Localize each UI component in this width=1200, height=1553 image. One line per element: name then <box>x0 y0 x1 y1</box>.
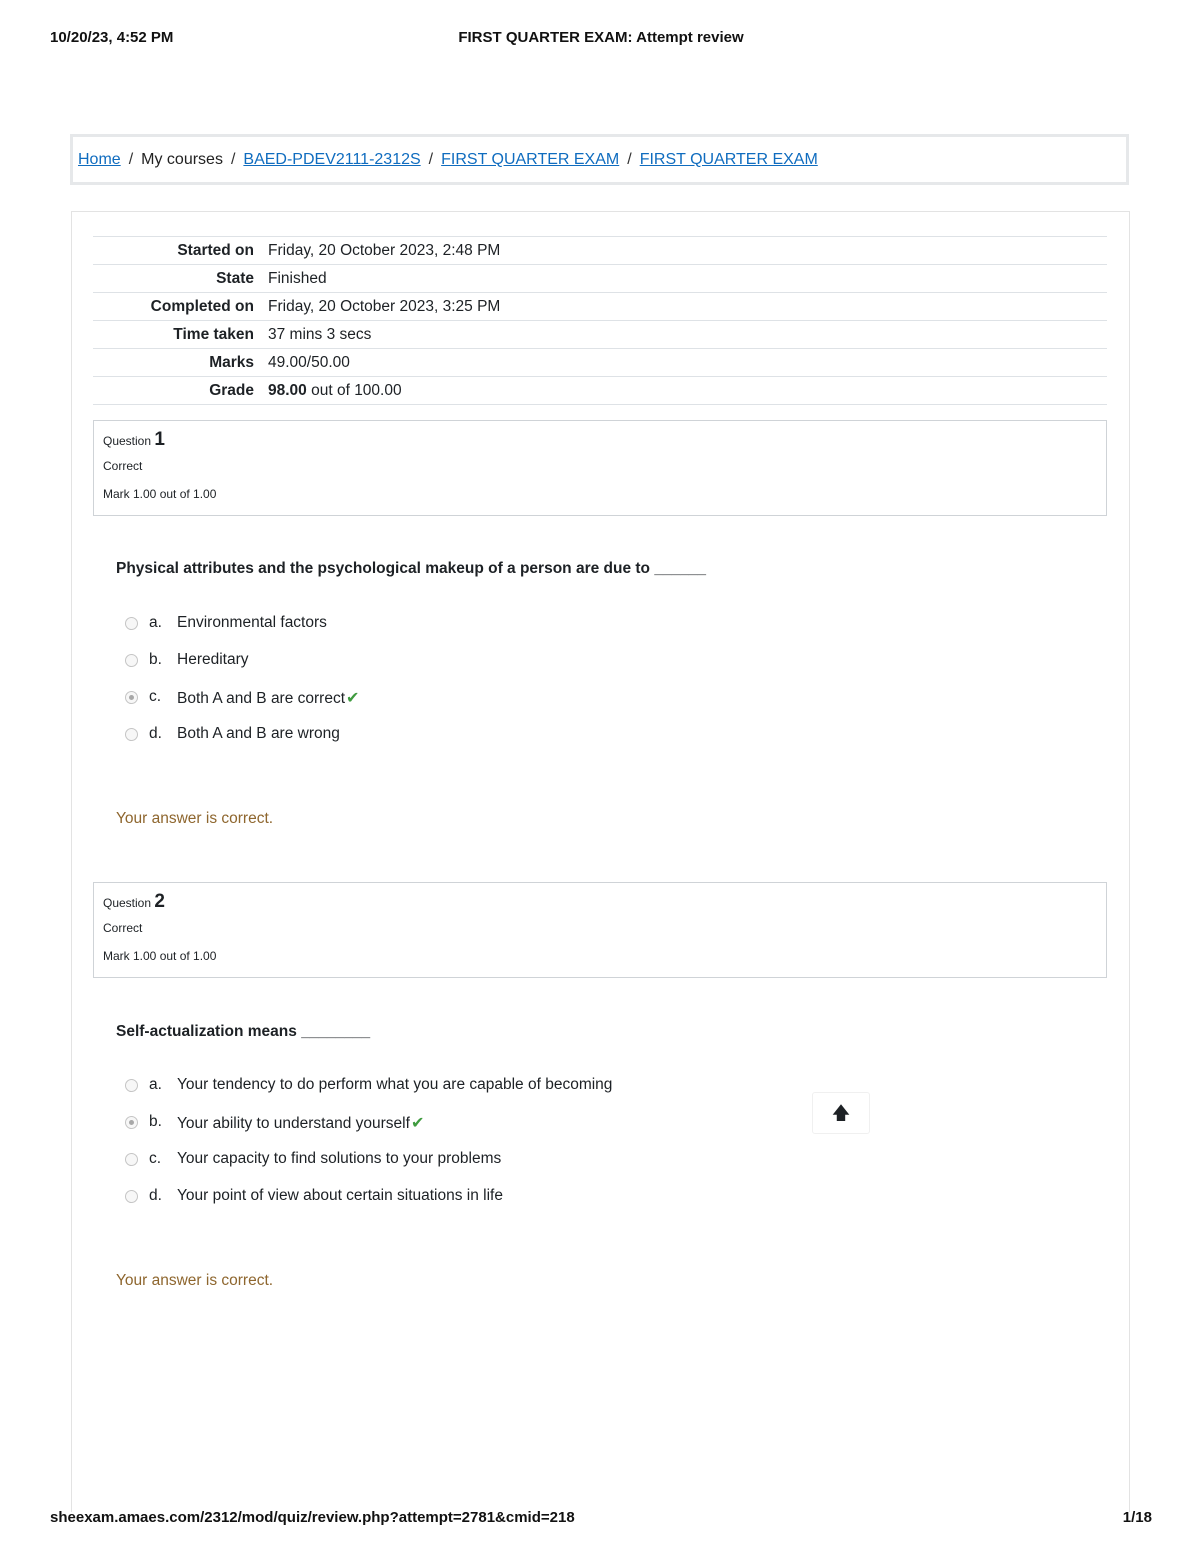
option-letter: a. <box>149 614 162 631</box>
option-letter: b. <box>149 651 162 668</box>
correct-tick-icon: ✔ <box>346 690 360 707</box>
question-info-box <box>93 882 1107 978</box>
radio-button-checked[interactable] <box>125 691 138 704</box>
arrow-up-icon: 🡅 <box>831 1103 851 1123</box>
breadcrumb-home-link[interactable]: Home <box>78 151 121 168</box>
question-feedback: Your answer is correct. <box>116 810 274 827</box>
summary-row-marks <box>93 349 1107 377</box>
breadcrumb <box>73 137 1126 182</box>
breadcrumb-separator: / <box>627 151 632 168</box>
summary-label: Marks <box>209 353 254 371</box>
option-label <box>177 1113 424 1133</box>
option-label: Your capacity to find solutions to your problems <box>177 1150 502 1167</box>
attempt-summary-table <box>93 236 1107 405</box>
grade-out-of: out of 100.00 <box>306 381 402 399</box>
option-letter: d. <box>149 725 162 742</box>
main-region <box>71 211 1130 1512</box>
breadcrumb-separator: / <box>230 151 236 168</box>
summary-value: Friday, 20 October 2023, 3:25 PM <box>268 297 501 315</box>
summary-row-completed <box>93 293 1107 321</box>
question-number-value: 1 <box>154 429 165 450</box>
back-to-top-button[interactable] <box>812 1092 870 1134</box>
breadcrumb-separator: / <box>128 151 134 168</box>
question-number <box>103 429 165 451</box>
print-page-number: 1/18 <box>1122 1509 1152 1526</box>
option-label: Both A and B are wrong <box>177 725 340 742</box>
option-letter: b. <box>149 1113 162 1130</box>
breadcrumb-quiz-link[interactable]: FIRST QUARTER EXAM <box>639 151 818 168</box>
summary-label: Time taken <box>173 325 254 343</box>
radio-button[interactable] <box>125 1079 138 1092</box>
summary-value: 49.00/50.00 <box>268 353 350 371</box>
summary-label: Completed on <box>150 297 254 315</box>
print-url: sheexam.amaes.com/2312/mod/quiz/review.php?attempt=2781&cmid=218 <box>50 1509 575 1526</box>
radio-button-checked[interactable] <box>125 1116 138 1129</box>
question-grade: Mark 1.00 out of 1.00 <box>103 487 217 501</box>
summary-label: State <box>216 269 254 287</box>
option-letter: d. <box>149 1187 162 1204</box>
option-label-text: Both A and B are correct <box>177 690 346 707</box>
summary-row-started <box>93 237 1107 265</box>
option-letter: c. <box>149 688 162 705</box>
breadcrumb-course-link[interactable]: BAED-PDEV2111-2312S <box>243 151 421 168</box>
summary-row-time-taken <box>93 321 1107 349</box>
summary-label: Grade <box>209 381 254 399</box>
breadcrumb-my-courses: My courses <box>141 151 223 168</box>
radio-button[interactable] <box>125 1153 138 1166</box>
question-number-value: 2 <box>154 891 165 912</box>
correct-tick-icon: ✔ <box>410 1115 425 1132</box>
option-label: Environmental factors <box>177 614 327 631</box>
breadcrumb-container <box>70 134 1129 185</box>
question-state: Correct <box>103 459 143 473</box>
question-text: Physical attributes and the psychological makeup of a person are due to ______ <box>116 560 707 577</box>
summary-value: Friday, 20 October 2023, 2:48 PM <box>268 241 501 259</box>
radio-button[interactable] <box>125 728 138 741</box>
option-label <box>177 688 359 708</box>
option-letter: c. <box>149 1150 162 1167</box>
summary-row-state <box>93 265 1107 293</box>
question-feedback: Your answer is correct. <box>116 1272 274 1289</box>
option-label: Your tendency to do perform what you are capable of becoming <box>177 1076 613 1093</box>
question-info-box <box>93 420 1107 516</box>
breadcrumb-section-link[interactable]: FIRST QUARTER EXAM <box>441 151 620 168</box>
radio-button[interactable] <box>125 1190 138 1203</box>
grade-value: 98.00 <box>268 381 307 399</box>
summary-value <box>268 377 1107 405</box>
question-text: Self-actualization means ________ <box>116 1023 371 1040</box>
radio-button[interactable] <box>125 617 138 630</box>
radio-button[interactable] <box>125 654 138 667</box>
option-label: Hereditary <box>177 651 249 668</box>
summary-row-grade <box>93 377 1107 405</box>
print-footer <box>50 1509 1152 1529</box>
question-prefix: Question <box>103 896 152 910</box>
question-prefix: Question <box>103 434 152 448</box>
question-state: Correct <box>103 921 143 935</box>
print-timestamp: 10/20/23, 4:52 PM <box>50 29 174 46</box>
print-header <box>50 29 1152 49</box>
question-number <box>103 891 165 913</box>
summary-value: 37 mins 3 secs <box>268 325 372 343</box>
summary-value: Finished <box>268 269 327 287</box>
option-letter: a. <box>149 1076 162 1093</box>
option-label: Your point of view about certain situations in life <box>177 1187 503 1204</box>
print-page-title: FIRST QUARTER EXAM: Attempt review <box>458 29 744 46</box>
option-label-text: Your ability to understand yourself <box>177 1115 410 1132</box>
breadcrumb-separator: / <box>428 151 434 168</box>
summary-label: Started on <box>177 241 254 259</box>
question-grade: Mark 1.00 out of 1.00 <box>103 949 217 963</box>
